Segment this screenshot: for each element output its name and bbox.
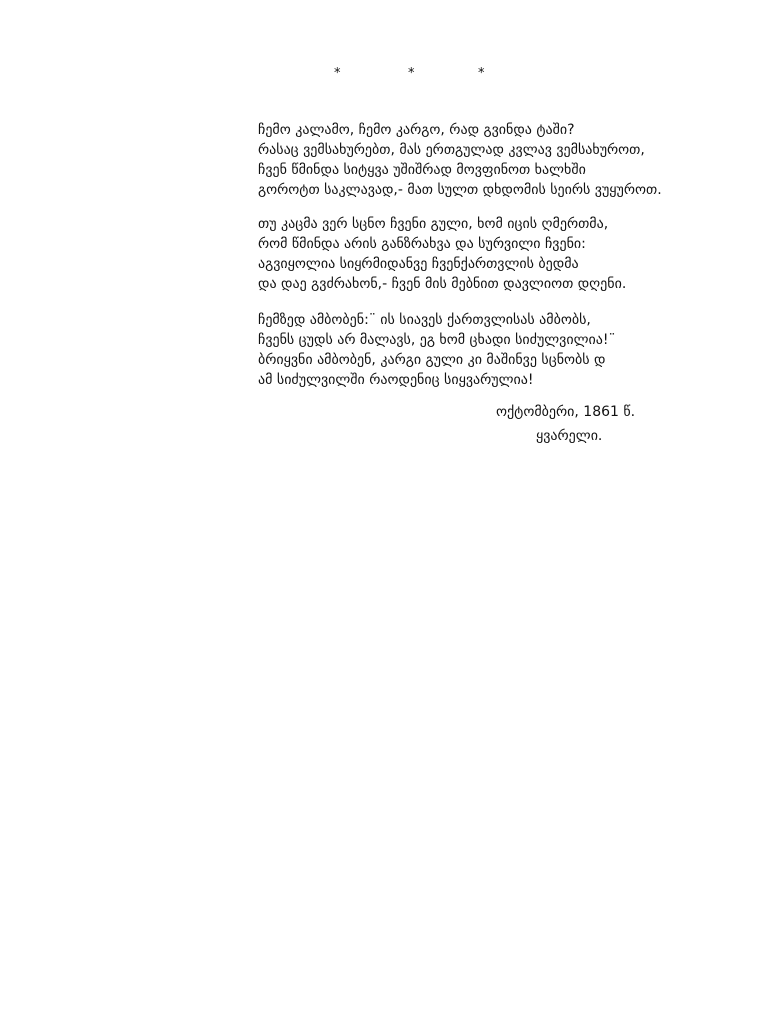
poem-stanza-2 bbox=[258, 214, 728, 294]
poem-line: რომ წმინდა არის განზრახვა და სურვილი ჩვენი: bbox=[258, 236, 586, 252]
poem-line: ბრიყვნი ამბობენ, კარგი გული კი მაშინვე სცნობს დ bbox=[258, 352, 606, 368]
poem-line: ჩვენს ცუდს არ მალავს, ეგ ხომ ცხადი სიძულვილია!¨ bbox=[258, 332, 616, 348]
poem-stanza-1 bbox=[258, 120, 728, 200]
poem-line: აგვიყოლია სიყრმიდანვე ჩვენქართვლის ბედმა bbox=[258, 256, 579, 272]
poem-line: ამ სიძულვილში რაოდენიც სიყვარულია! bbox=[258, 372, 534, 388]
poem-line: ჩვენ წმინდა სიტყვა უშიშრად მოვფინოთ ხალხში bbox=[258, 162, 586, 178]
poem-line: რასაც ვემსახურებთ, მას ერთგულად კვლავ ვემსახუროთ, bbox=[258, 142, 645, 158]
poem-date: ოქტომბერი, 1861 წ. bbox=[496, 404, 636, 420]
section-separator bbox=[0, 66, 768, 84]
poem-stanza-3 bbox=[258, 310, 728, 390]
poem-place-signature: ყვარელი. bbox=[536, 428, 603, 444]
separator-star: * bbox=[334, 66, 341, 81]
separator-star: * bbox=[478, 66, 485, 81]
poem-line: ჩემზედ ამბობენ:¨ ის სიავეს ქართვლისას ამბობს, bbox=[258, 312, 591, 328]
poem-line: გოროტთ საკლავად,- მათ სულთ დხდომის სეირს ვუყუროთ. bbox=[258, 182, 662, 198]
poem-line: ჩემო კალამო, ჩემო კარგო, რად გვინდა ტაში? bbox=[258, 122, 575, 138]
poem-line: თუ კაცმა ვერ სცნო ჩვენი გული, ხომ იცის ღმერთმა, bbox=[258, 216, 609, 232]
poem-line: და დაე გვძრახონ,- ჩვენ მის მებნით დავლიოთ დღენი. bbox=[258, 276, 627, 292]
separator-star: * bbox=[408, 66, 415, 81]
